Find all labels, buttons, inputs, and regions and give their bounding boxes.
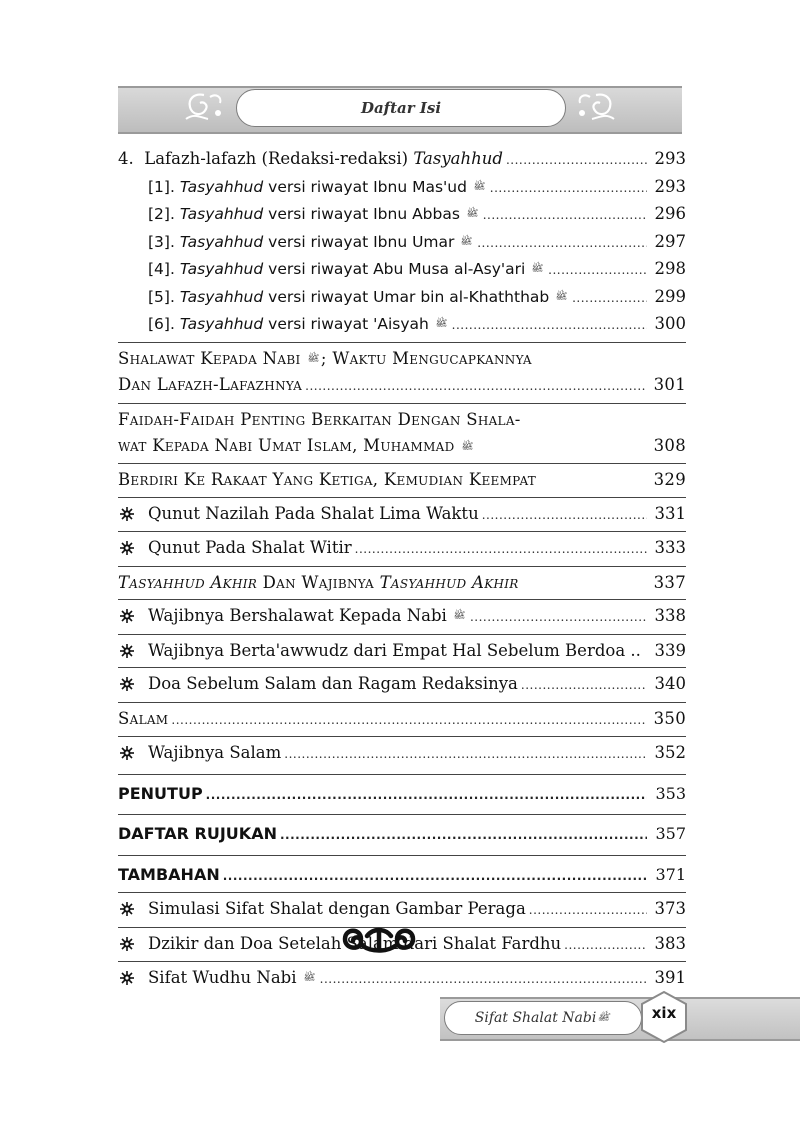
honorific-icon: ﷺ: [435, 319, 448, 330]
toc-entry-wudhu[interactable]: [118, 965, 686, 993]
dot-leader: [529, 897, 647, 924]
entry-title: Wajibnya Salam: [148, 743, 282, 762]
flower-bullet-icon: [120, 746, 134, 760]
version-italic: Tasyahhud: [179, 260, 264, 278]
dot-leader: [477, 230, 647, 257]
flower-bullet-icon: [120, 644, 134, 658]
entry-title: Sifat Wudhu Nabi: [148, 968, 302, 987]
page-number: 329: [653, 470, 686, 489]
toc-entry-qunut-witir[interactable]: [118, 535, 686, 563]
dot-leader: [470, 604, 647, 631]
dot-leader: [206, 782, 647, 809]
toc-entry-qunut-nazilah[interactable]: [118, 501, 686, 529]
version-title: versi riwayat Ibnu Umar: [263, 232, 455, 251]
toc-entry-berdiri[interactable]: [118, 467, 686, 494]
dot-leader: [171, 707, 647, 734]
toc-entry-title-italic: Tasyahhud: [413, 149, 503, 168]
toc-entry-version-4[interactable]: [118, 256, 686, 284]
entry-title: Qunut Nazilah Pada Shalat Lima Waktu: [148, 503, 479, 523]
dot-leader: [284, 741, 647, 768]
page-number: 350: [653, 708, 686, 728]
page-number: 301: [653, 375, 686, 395]
toc-entry-title: Lafazh-lafazh (Redaksi-redaksi): [144, 149, 414, 168]
version-label: [4].: [148, 260, 175, 278]
footer-page-number: xix: [651, 1004, 677, 1022]
version-title: versi riwayat Abu Musa al-Asy'ari: [263, 260, 526, 278]
toc-entry-daftar-rujukan[interactable]: [118, 821, 686, 849]
toc-section-shalawat[interactable]: [118, 342, 686, 400]
honorific-icon: ﷺ: [453, 611, 466, 622]
dot-leader: [280, 822, 647, 849]
section-title-line2: wat Kepada Nabi Umat Islam, Muhammad: [118, 436, 461, 456]
honorific-icon: ﷺ: [460, 236, 473, 247]
toc-entry-lafazh-tasyahhud[interactable]: [118, 146, 686, 174]
flower-bullet-icon: [120, 937, 134, 951]
section-title: Shalawat Kepada Nabi: [118, 348, 307, 368]
dot-leader: [521, 672, 647, 699]
dot-leader: [572, 285, 647, 312]
page-number: 391: [654, 968, 686, 987]
page-number: 371: [655, 864, 686, 884]
dot-leader: [483, 202, 647, 229]
entry-title: Simulasi Sifat Shalat dengan Gambar Peraga: [148, 899, 526, 918]
dot-leader: [305, 373, 647, 400]
toc-section-berdiri: [118, 463, 686, 494]
toc-entry-tasyahhud-akhir[interactable]: [118, 570, 686, 597]
honorific-icon: ﷺ: [555, 291, 568, 302]
toc-entry-number: 4.: [118, 149, 134, 168]
dot-leader: [564, 932, 647, 959]
page-number: 339: [654, 640, 686, 660]
floral-ornament-left-icon: [180, 89, 228, 125]
dot-leader: [452, 312, 647, 339]
page-number: 299: [654, 286, 686, 306]
version-italic: Tasyahhud: [179, 177, 264, 196]
flower-bullet-icon: [120, 677, 134, 691]
version-title: versi riwayat Umar bin al-Khaththab: [263, 287, 550, 306]
toc-entry-wajib-salam[interactable]: [118, 740, 686, 768]
dot-leader: [320, 966, 647, 993]
dot-leader: [490, 175, 647, 202]
page-number: 331: [654, 503, 686, 523]
toc-entry-penutup[interactable]: [118, 781, 686, 809]
version-label: [6].: [148, 315, 175, 333]
flower-bullet-icon: [120, 541, 134, 555]
toc-entry-version-2[interactable]: [118, 201, 686, 229]
dot-leader: [482, 502, 647, 529]
honorific-icon: ﷺ: [303, 973, 316, 984]
flower-bullet-icon: [120, 971, 134, 985]
page-number: 293: [654, 176, 686, 196]
flower-bullet-icon: [120, 609, 134, 623]
page-number: 340: [654, 674, 686, 693]
version-label: [3].: [148, 232, 175, 251]
toc-entry-taawwudz[interactable]: [118, 638, 686, 665]
footer-book-title: [444, 1001, 642, 1035]
book-title: Sifat Shalat Nabi: [474, 1010, 597, 1026]
section-title-line2: Dan Lafazh-Lafazhnya: [118, 375, 303, 395]
section-title: DAFTAR RUJUKAN: [118, 824, 277, 843]
honorific-icon: ﷺ: [307, 353, 320, 364]
dot-leader: [355, 536, 647, 563]
section-title: Dan Wajibnya: [257, 572, 380, 592]
section-title: Faidah-Faidah Penting Berkaitan Dengan Shala-: [118, 409, 521, 429]
toc-entry-doa-sebelum-salam[interactable]: [118, 671, 686, 699]
version-italic: Tasyahhud: [179, 315, 264, 333]
decorative-ornament-icon: [341, 922, 417, 956]
section-title: PENUTUP: [118, 783, 203, 803]
page-number: 297: [654, 231, 686, 251]
section-title: TAMBAHAN: [118, 864, 220, 884]
section-title: Salam: [118, 708, 169, 728]
section-title: Berdiri Ke Rakaat Yang Ketiga, Kemudian Keempat: [118, 470, 537, 489]
page-number: 357: [655, 824, 686, 843]
page-number: 298: [654, 259, 686, 278]
version-title: versi riwayat 'Aisyah: [263, 315, 429, 333]
page-number: 373: [654, 899, 686, 918]
section-title-italic: Tasyahhud Akhir: [118, 572, 258, 592]
entry-title: Dzikir dan Doa Setelah Salam dari Shalat Fardhu: [148, 933, 562, 953]
page-number: 300: [654, 314, 686, 333]
floral-ornament-right-icon: [572, 89, 620, 125]
version-title: versi riwayat Ibnu Abbas: [263, 205, 460, 223]
section-title-italic: Tasyahhud Akhir: [379, 572, 519, 592]
toc-entry-version-5[interactable]: [118, 284, 686, 312]
page-number: 383: [654, 933, 686, 953]
entry-title: Wajibnya Berta'awwudz dari Empat Hal Sebelum Berdoa ..: [148, 640, 641, 660]
entry-title: Qunut Pada Shalat Witir: [148, 538, 352, 557]
toc-entry-version-1[interactable]: [118, 174, 686, 202]
honorific-icon: ﷺ: [461, 441, 474, 452]
honorific-icon: ﷺ: [473, 181, 486, 192]
honorific-icon: ﷺ: [466, 209, 479, 220]
table-of-contents: [118, 146, 686, 993]
page-number: 308: [653, 436, 686, 456]
page-number: 353: [655, 783, 686, 803]
honorific-icon: ﷺ: [531, 264, 544, 275]
page-number: 337: [653, 572, 686, 592]
version-italic: Tasyahhud: [179, 287, 264, 306]
toc-entry-tambahan[interactable]: [118, 862, 686, 890]
page-number: 296: [654, 204, 686, 223]
honorific-icon: ﷺ: [597, 1013, 610, 1023]
dot-leader: [506, 147, 647, 174]
entry-title: Doa Sebelum Salam dan Ragam Redaksinya: [148, 674, 518, 693]
page-number: 338: [654, 606, 686, 625]
page-number: 293: [654, 149, 686, 168]
toc-entry-version-6[interactable]: [118, 311, 686, 339]
dot-leader: [548, 257, 647, 284]
version-label: [1].: [148, 177, 175, 196]
section-title-cont: ; Waktu Mengucapkannya: [320, 348, 532, 368]
version-italic: Tasyahhud: [179, 205, 264, 223]
toc-entry-wajib-shalawat[interactable]: [118, 603, 686, 631]
page-number: 333: [654, 538, 686, 557]
entry-title: Wajibnya Bershalawat Kepada Nabi: [148, 606, 453, 625]
toc-entry-simulasi[interactable]: [118, 896, 686, 924]
flower-bullet-icon: [120, 507, 134, 521]
header-title: Daftar Isi: [236, 89, 566, 127]
toc-entry-salam[interactable]: [118, 706, 686, 734]
version-label: [2].: [148, 205, 175, 223]
toc-entry-version-3[interactable]: [118, 229, 686, 257]
version-title: versi riwayat Ibnu Mas'ud: [263, 177, 467, 196]
dot-leader: [223, 863, 647, 890]
version-label: [5].: [148, 287, 175, 306]
toc-section-faidah[interactable]: [118, 403, 686, 460]
page-number: 352: [654, 743, 686, 762]
version-italic: Tasyahhud: [179, 232, 264, 251]
flower-bullet-icon: [120, 902, 134, 916]
